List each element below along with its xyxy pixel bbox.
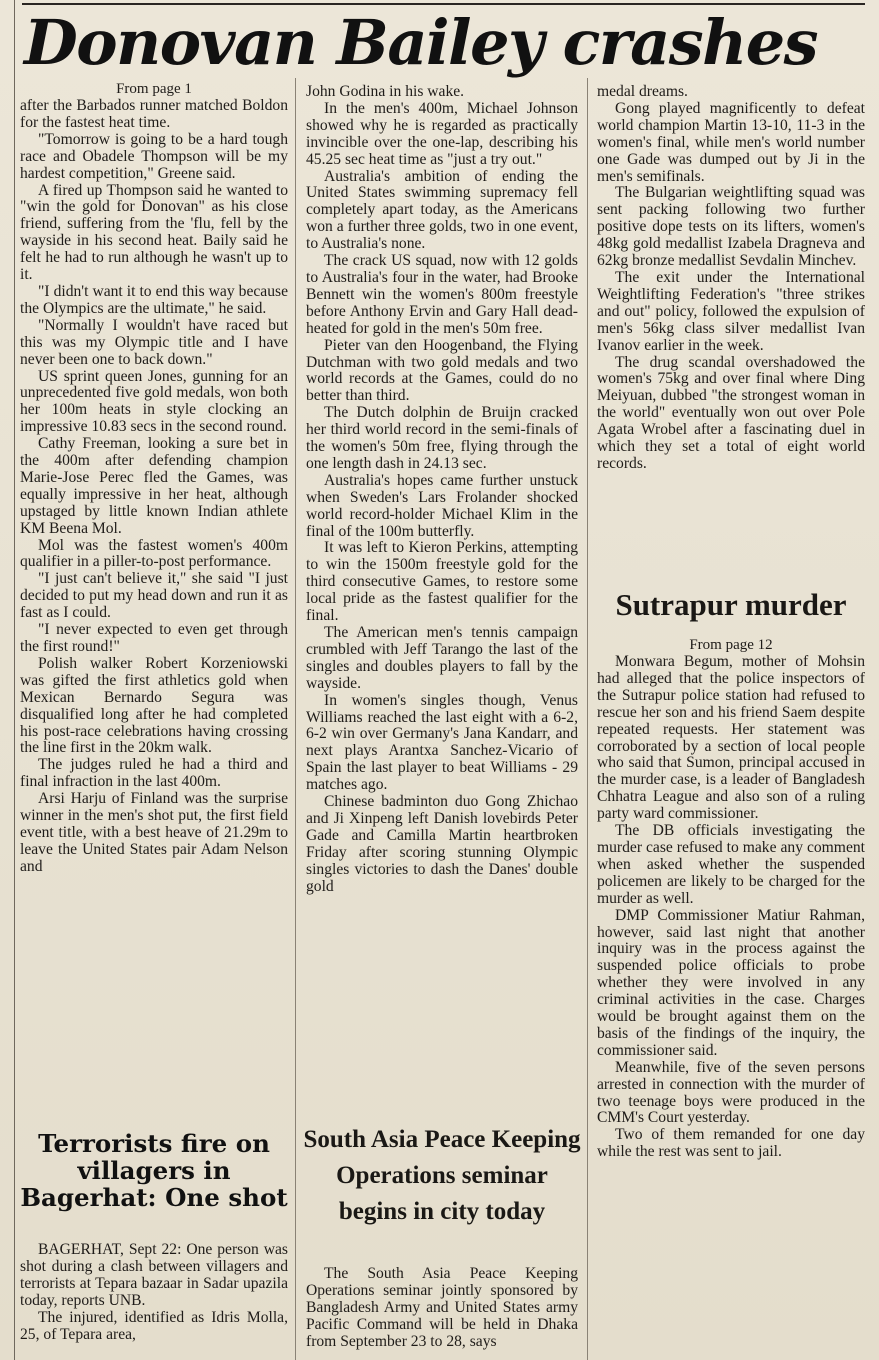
- paragraph: medal dreams.: [597, 83, 688, 100]
- paragraph: Australia's ambition of ending the United States swimming supremacy fell completely apart today, as the Americans won a further three golds, two in one event, to Australia's none.: [306, 167, 578, 253]
- paragraph: Chinese badminton duo Gong Zhichao and Ji Xinpeng left Danish lovebirds Peter Gade and Camilla Martin heartbroken Friday after scoring stunning Olympic singles victories to dash the Danes' double gold: [306, 793, 578, 895]
- paragraph: "I never expected to even get through the first round!": [20, 621, 288, 655]
- seminar-story: [306, 1266, 578, 1351]
- paragraph: Monwara Begum, mother of Mohsin had alleged that the police inspectors of the Sutrapur police station had refused to rescue her son and his friend Saem despite repeated requests. Her statement was corroborated by a section of local people who said that Sumon, principal accused in the murder case, is a leader of Bangladesh Chhatra League and also son of a ruling party ward commissioner.: [597, 653, 865, 823]
- paragraph: The injured, identified as Idris Molla, 25, of Tepara area,: [20, 1308, 288, 1343]
- paragraph: The DB officials investigating the murder case refused to make any comment when asked whether the suspended policemen are likely to be charged for the murder as well.: [597, 822, 865, 907]
- paragraph: The crack US squad, now with 12 golds to Australia's four in the water, had Brooke Bennett win the women's 800m freestyle before Anthony Ervin and Gary Hall dead-heated for gold in the men's 50m free.: [306, 252, 578, 337]
- paragraph: Polish walker Robert Korzeniowski was gifted the first athletics gold when Mexican Bernardo Segura was disqualified long after he had completed his post-race celebrations having crossing the line first in the 20km walk.: [20, 654, 288, 757]
- paragraph: "I just can't believe it," she said "I just decided to put my head down and run it as fast as I could.: [20, 570, 288, 622]
- paragraph: Two of them remanded for one day while the rest was sent to jail.: [597, 1126, 865, 1161]
- seminar-headline: South Asia Peace Keeping Operations seminar begins in city today: [303, 1126, 581, 1225]
- paragraph: In women's singles though, Venus Williams reached the last eight with a 6-2, 6-2 win over Germany's Jana Kandarr, and next plays Arantxa Sanchez-Vicario of Spain the last player to beat Williams - 29 matches ago.: [306, 691, 578, 794]
- column-3: [597, 84, 865, 473]
- paragraph: Pieter van den Hoogenband, the Flying Dutchman with two gold medals and two world records at the Games, could do no better than third.: [306, 336, 578, 405]
- paragraph: In the men's 400m, Michael Johnson showed why he is regarded as practically invincible over the one-lap, describing his 45.25 sec heat time as "just a try out.": [306, 99, 578, 168]
- page-edge-rule: [14, 0, 15, 1360]
- paragraph: The drug scandal overshadowed the women's 75kg and over final where Ding Meiyuan, dubbed "the strongest woman in the world" eventually won out over Pole Agata Wrobel after a fascinating duel in which they set a total of eight world records.: [597, 353, 865, 472]
- dateline: From page 1: [116, 81, 192, 97]
- column-1: [20, 80, 288, 876]
- paragraph: The judges ruled he had a third and final infraction in the last 400m.: [20, 756, 288, 791]
- paragraph: The exit under the International Weightlifting Federation's "three strikes and out" policy, followed the expulsion of men's 56kg class silver medallist Ivan Ivanov earlier in the week.: [597, 268, 865, 354]
- terrorists-headline: Terrorists fire on villagers in Bagerhat: One shot: [20, 1129, 288, 1212]
- sutrapur-story: [597, 636, 865, 1161]
- paragraph: BAGERHAT, Sept 22: One person was shot during a clash between villagers and terrorists at Tepara bazaar in Sadar upazila today, reports UNB.: [20, 1241, 288, 1309]
- paragraph: The Bulgarian weightlifting squad was sent packing following two further positive dope tests on its lifters, women's 48kg gold medallist Izabela Dragneva and 62kg bronze medallist Sevdalin Minchev.: [597, 184, 865, 270]
- column-2: [306, 84, 578, 896]
- paragraph: Arsi Harju of Finland was the surprise winner in the men's shot put, the first field event title, with a best heave of 21.29m to leave the United States pair Adam Nelson and: [20, 790, 288, 875]
- paragraph: A fired up Thompson said he wanted to "win the gold for Donovan" as his close friend, suffering from the 'flu, fell by the wayside in his second heat. Baily said he felt he had to run although he wasn't up to it.: [20, 181, 288, 284]
- paragraph: Mol was the fastest women's 400m qualifier in a piller-to-post performance.: [20, 536, 288, 571]
- paragraph: "Normally I wouldn't have raced but this was my Olympic title and I have never been one to back down.": [20, 316, 288, 368]
- paragraph: The South Asia Peace Keeping Operations seminar jointly sponsored by Bangladesh Army and United States army Pacific Command will be held in Dhaka from September 23 to 28, says: [306, 1265, 578, 1350]
- paragraph: John Godina in his wake.: [306, 83, 465, 100]
- paragraph: Australia's hopes came further unstuck when Sweden's Lars Frolander shocked world record-holder Michael Klim in the final of the 100m butterfly.: [306, 471, 578, 540]
- paragraph: It was left to Kieron Perkins, attempting to win the 1500m freestyle gold for the third consecutive Games, to restore some local pride as the fastest qualifier for the final.: [306, 539, 578, 625]
- column-separator: [587, 78, 588, 1360]
- paragraph: "I didn't want it to end this way because the Olympics are the ultimate," he said.: [20, 282, 288, 317]
- top-rule: [22, 3, 865, 5]
- paragraph: Meanwhile, five of the seven persons arrested in connection with the murder of two teenage boys were produced in the CMM's Court yesterday.: [597, 1058, 865, 1127]
- paragraph: The Dutch dolphin de Bruijn cracked her third world record in the semi-finals of the women's 50m free, flying through the one length dash in 24.13 sec.: [306, 404, 578, 472]
- dateline: From page 12: [689, 637, 773, 653]
- column-separator: [295, 78, 296, 1360]
- paragraph: US sprint queen Jones, gunning for an unprecedented five gold medals, won both her 100m heats in style clocking an impressive 10.83 secs in the second round.: [20, 367, 288, 436]
- paragraph: DMP Commissioner Matiur Rahman, however, said last night that another inquiry was in the process against the suspended police officials to probe whether they were involved in any criminal activities in the case. Charges would be brought against them on the basis of the findings of the inquiry, the commissioner said.: [597, 906, 865, 1059]
- paragraph: Cathy Freeman, looking a sure bet in the 400m after defending champion Marie-Jose Perec fled the Games, was equally impressive in her heat, although upstaged by little known Indian athlete KM Beena Mol.: [20, 435, 288, 537]
- paragraph: The American men's tennis campaign crumbled with Jeff Tarango the last of the singles and doubles players to fall by the wayside.: [306, 624, 578, 692]
- sutrapur-headline: Sutrapur murder: [615, 587, 847, 622]
- main-headline: Donovan Bailey crashes: [24, 6, 818, 79]
- terrorists-story: [20, 1242, 288, 1343]
- paragraph: Gong played magnificently to defeat world champion Martin 13-10, 11-3 in the women's final, while men's world number one Gade was dumped out by Ji in the men's semifinals.: [597, 99, 865, 185]
- paragraph: after the Barbados runner matched Boldon for the fastest heat time.: [20, 97, 288, 131]
- paragraph: "Tomorrow is going to be a hard tough race and Obadele Thompson will be my hardest competition," Greene said.: [20, 130, 288, 182]
